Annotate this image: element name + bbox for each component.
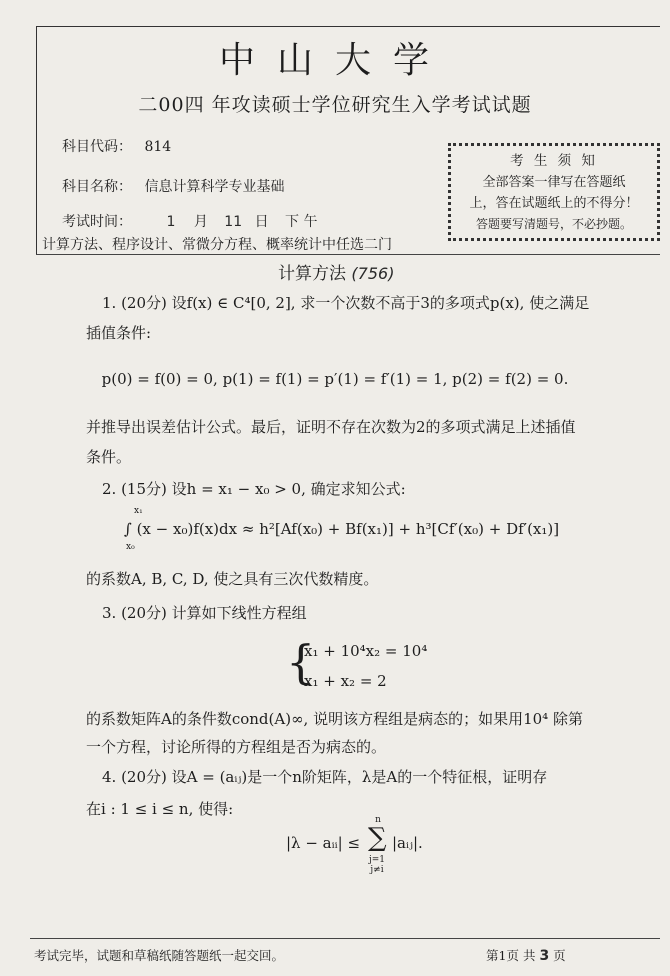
p1-text-d: 条件。: [86, 448, 132, 466]
notice-line-2: 上，答在试题纸上的不得分！: [469, 196, 639, 211]
page-prefix: 第: [486, 948, 499, 963]
p3-text-a: 3. (20分) 计算如下线性方程组: [102, 604, 307, 622]
candidate-notice-box: [448, 143, 660, 241]
p2-equation: ∫ (x − x₀)f(x)dx ≈ h²[Af(x₀) + Bf(x₁)] + h³[Cf′(x₀) + Df′(x₁)]: [124, 520, 560, 538]
p4-sum-lower-2: j≠i: [370, 865, 384, 875]
frame-top-border: [36, 26, 660, 27]
exam-day: 11: [224, 214, 243, 230]
p2-text-b: 的系数A, B, C, D, 使之具有三次代数精度。: [86, 570, 379, 588]
p4-inequality: [286, 812, 426, 876]
p4-text-b: 在i : 1 ≤ i ≤ n, 使得:: [86, 800, 234, 818]
exam-period: 下 午: [285, 214, 318, 230]
header-divider: [36, 254, 660, 255]
p2-upper-limit: x₁: [134, 506, 143, 516]
p3-text-b: 的系数矩阵A的条件数cond(A)∞, 说明该方程组是病态的；如果用10⁴ 除第: [86, 710, 583, 728]
p4-sum-lower-1: j=1: [368, 855, 386, 865]
page-total: 3: [539, 948, 550, 964]
p3-text-c: 一个方程，讨论所得的方程组是否为病态的。: [86, 738, 387, 756]
section-title: 计算方法: [278, 264, 346, 284]
notice-line-3: 答题要写清题号，不必抄题。: [475, 217, 632, 231]
p4-sum-symbol: ∑: [368, 823, 387, 853]
section-handwritten-code: (756): [351, 264, 395, 283]
notice-line-1: 全部答案一律写在答题纸: [482, 175, 626, 190]
subject-code-row: [62, 136, 171, 156]
page-number: 1: [498, 948, 507, 963]
exam-time-row: [62, 211, 317, 231]
subject-name-label: 科目名称：: [62, 179, 132, 195]
selection-note: 计算方法、程序设计、常微分方程、概率统计中任选二门: [42, 237, 392, 253]
p2-text-a: 2. (15分) 设h = x₁ − x₀ > 0, 确定求知公式:: [102, 480, 406, 498]
p1-equation: p(0) = f(0) = 0, p(1) = f(1) = p′(1) = f′(1) = 1, p(2) = f(2) = 0.: [101, 370, 569, 388]
footer-divider: [30, 938, 660, 939]
exam-month: 1: [166, 214, 176, 230]
subject-name-row: [62, 176, 284, 196]
p1-text-c: 并推导出误差估计公式。最后，证明不存在次数为2的多项式满足上述插值: [86, 418, 576, 436]
page-mid: 页 共: [506, 948, 536, 963]
footer-note: 考试完毕，试题和草稿纸随答题纸一起交回。: [34, 948, 285, 963]
subject-code-label: 科目代码：: [62, 139, 132, 155]
p1-text-b: 插值条件:: [86, 324, 152, 342]
university-name: 中山大学: [218, 40, 451, 81]
subject-name-value: 信息计算科学专业基础: [144, 179, 285, 195]
exam-title: 二00四 年攻读硕士学位研究生入学考试试题: [138, 94, 532, 116]
p4-sum-upper: n: [375, 815, 381, 825]
exam-time-label: 考试时间：: [62, 214, 132, 230]
p1-text-a: 1. (20分) 设f(x) ∈ C⁴[0, 2], 求一个次数不高于3的多项式p(x), 使之满足: [102, 294, 590, 312]
p3-eq2: x₁ + x₂ = 2: [304, 672, 387, 690]
page-indicator: [486, 946, 566, 964]
p2-lower-limit: x₀: [126, 542, 135, 552]
p3-eq1: x₁ + 10⁴x₂ = 10⁴: [304, 642, 428, 660]
day-char: 日: [254, 214, 269, 230]
p3-left-brace: {: [286, 635, 316, 689]
p4-text-a: 4. (20分) 设A = (aᵢⱼ)是一个n阶矩阵，λ是A的一个特征根，证明存: [102, 768, 548, 786]
page-suffix: 页: [553, 948, 566, 963]
p4-eq-left: |λ − aᵢᵢ| ≤: [286, 834, 361, 852]
notice-title: 考 生 须 知: [510, 153, 598, 169]
subject-code-value: 814: [144, 139, 172, 155]
section-title-row: [278, 259, 394, 284]
month-char: 月: [193, 214, 208, 230]
p4-eq-right: |aᵢⱼ|.: [392, 834, 423, 852]
